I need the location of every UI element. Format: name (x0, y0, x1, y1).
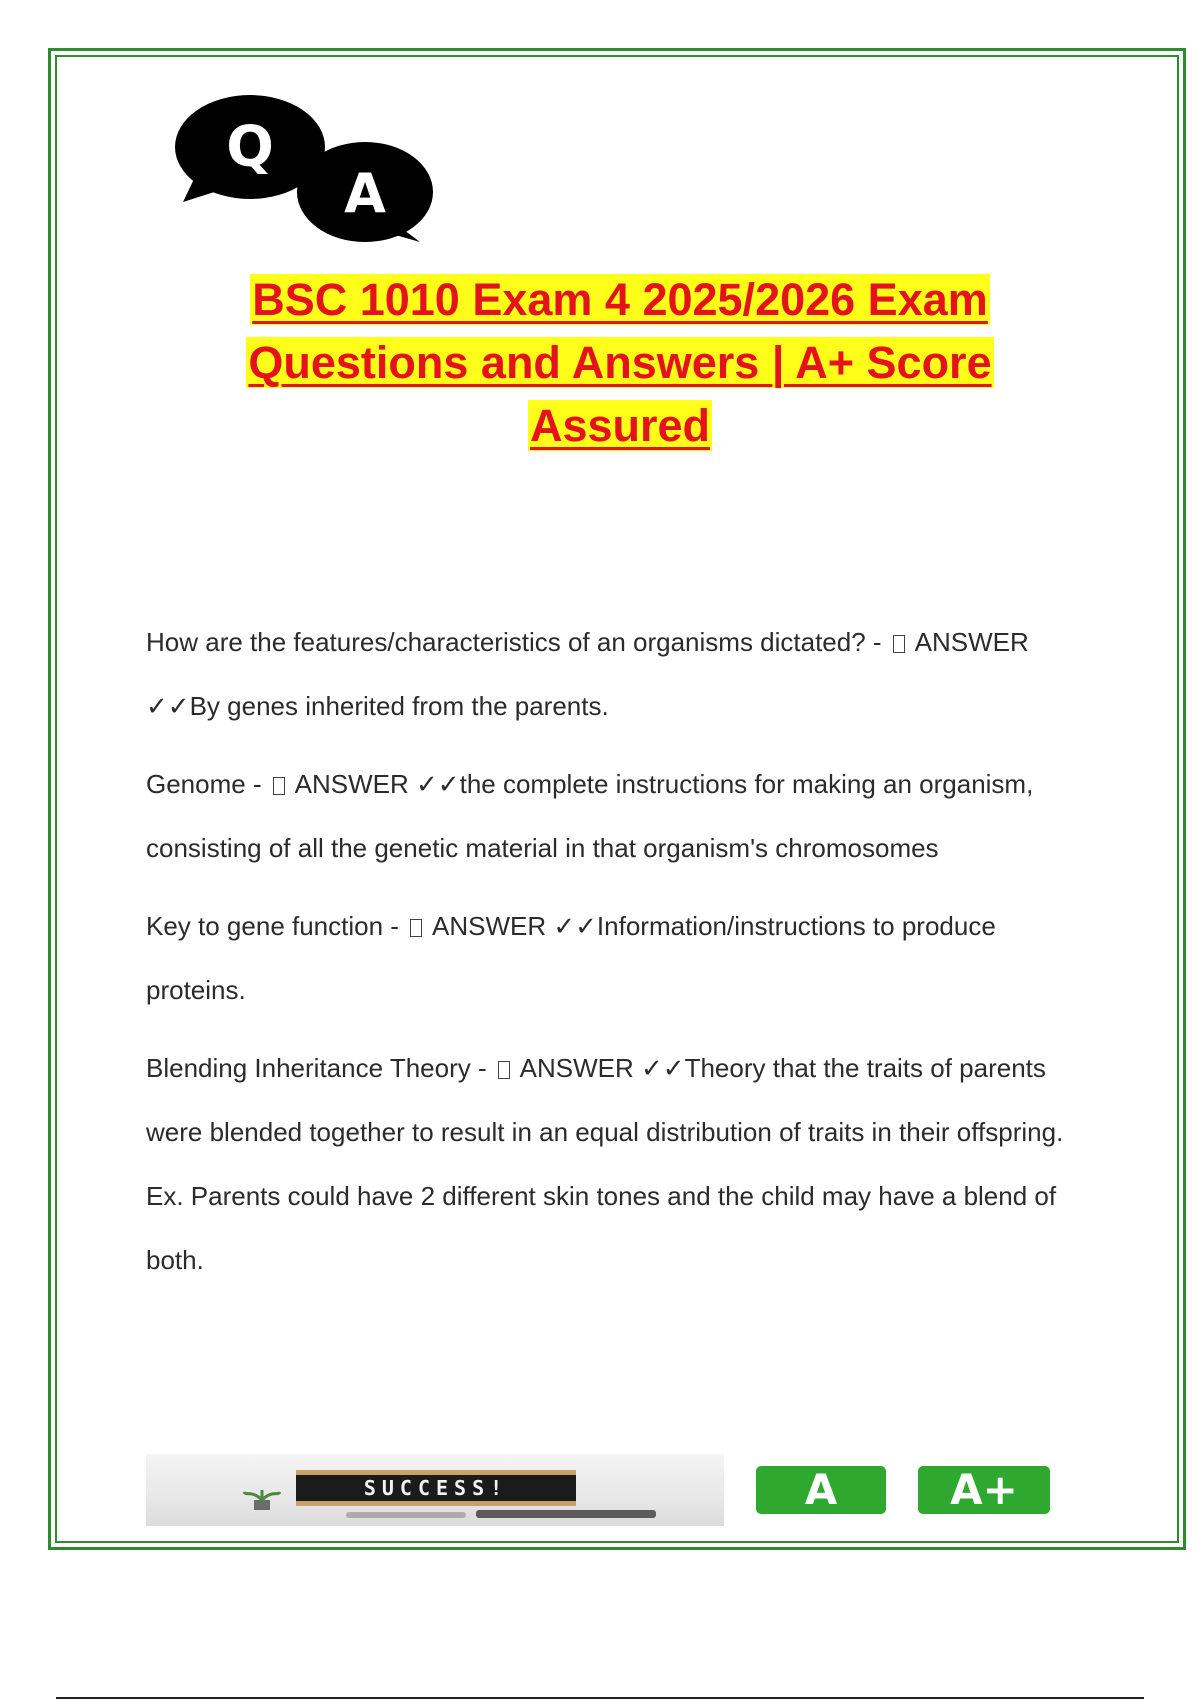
qa-item (146, 894, 1076, 1022)
qa-answer: By genes inherited from the parents. (189, 691, 609, 721)
a-letter: A (344, 162, 386, 225)
qa-term: Key to gene function (146, 911, 384, 941)
grade-a-badge: A (756, 1466, 886, 1514)
qa-answer-label: ANSWER (294, 769, 409, 799)
keyboard-shape (476, 1510, 656, 1518)
qa-answer-label: ANSWER (914, 627, 1029, 657)
qa-item (146, 610, 1076, 738)
qa-answer-label: ANSWER (431, 911, 547, 941)
qa-term: Genome (146, 769, 246, 799)
q-letter: Q (226, 115, 274, 180)
missing-glyph-icon (498, 1061, 510, 1079)
title-line-1: BSC 1010 Exam 4 2025/2026 Exam (252, 274, 988, 325)
missing-glyph-icon (410, 919, 422, 937)
missing-glyph-icon (273, 777, 285, 795)
qa-answer: Theory that the traits of parents were blended together to result in an equal distribution of traits in their offspring. Ex. Parents could have 2 different skin tones and the child may have a blend of both. (146, 1053, 1064, 1275)
plant-icon (242, 1488, 282, 1510)
check-icon: ✓✓ (641, 1053, 685, 1083)
qa-term: How are the features/characteristics of an organisms dictated? (146, 627, 866, 657)
title-line-2: Questions and Answers | A+ Score (248, 337, 992, 388)
qa-speech-bubbles-logo (175, 92, 475, 252)
qa-item (146, 1036, 1076, 1292)
document-title (130, 268, 1110, 457)
check-icon: ✓✓ (146, 691, 190, 721)
qa-list (146, 610, 1076, 1306)
qa-separator: - (872, 627, 889, 657)
check-icon: ✓✓ (416, 769, 460, 799)
page-footer-rule (56, 1697, 1144, 1699)
success-banner-image (146, 1454, 724, 1526)
grade-a-plus-badge: A+ (918, 1466, 1050, 1514)
success-sign: SUCCESS! (296, 1470, 576, 1506)
qa-separator: - (390, 911, 407, 941)
check-icon: ✓✓ (553, 911, 597, 941)
qa-separator: - (252, 769, 269, 799)
qa-term: Blending Inheritance Theory (146, 1053, 471, 1083)
qa-item (146, 752, 1076, 880)
missing-glyph-icon (893, 635, 905, 653)
desk-item (346, 1512, 466, 1518)
title-line-3: Assured (529, 400, 711, 451)
qa-separator: - (477, 1053, 494, 1083)
a-bubble (297, 142, 433, 242)
qa-answer: the complete instructions for making an organism, consisting of all the genetic material in that organism's chromosomes (146, 769, 1034, 863)
qa-answer: Information/instructions to produce proteins. (146, 911, 996, 1005)
qa-answer-label: ANSWER (519, 1053, 634, 1083)
